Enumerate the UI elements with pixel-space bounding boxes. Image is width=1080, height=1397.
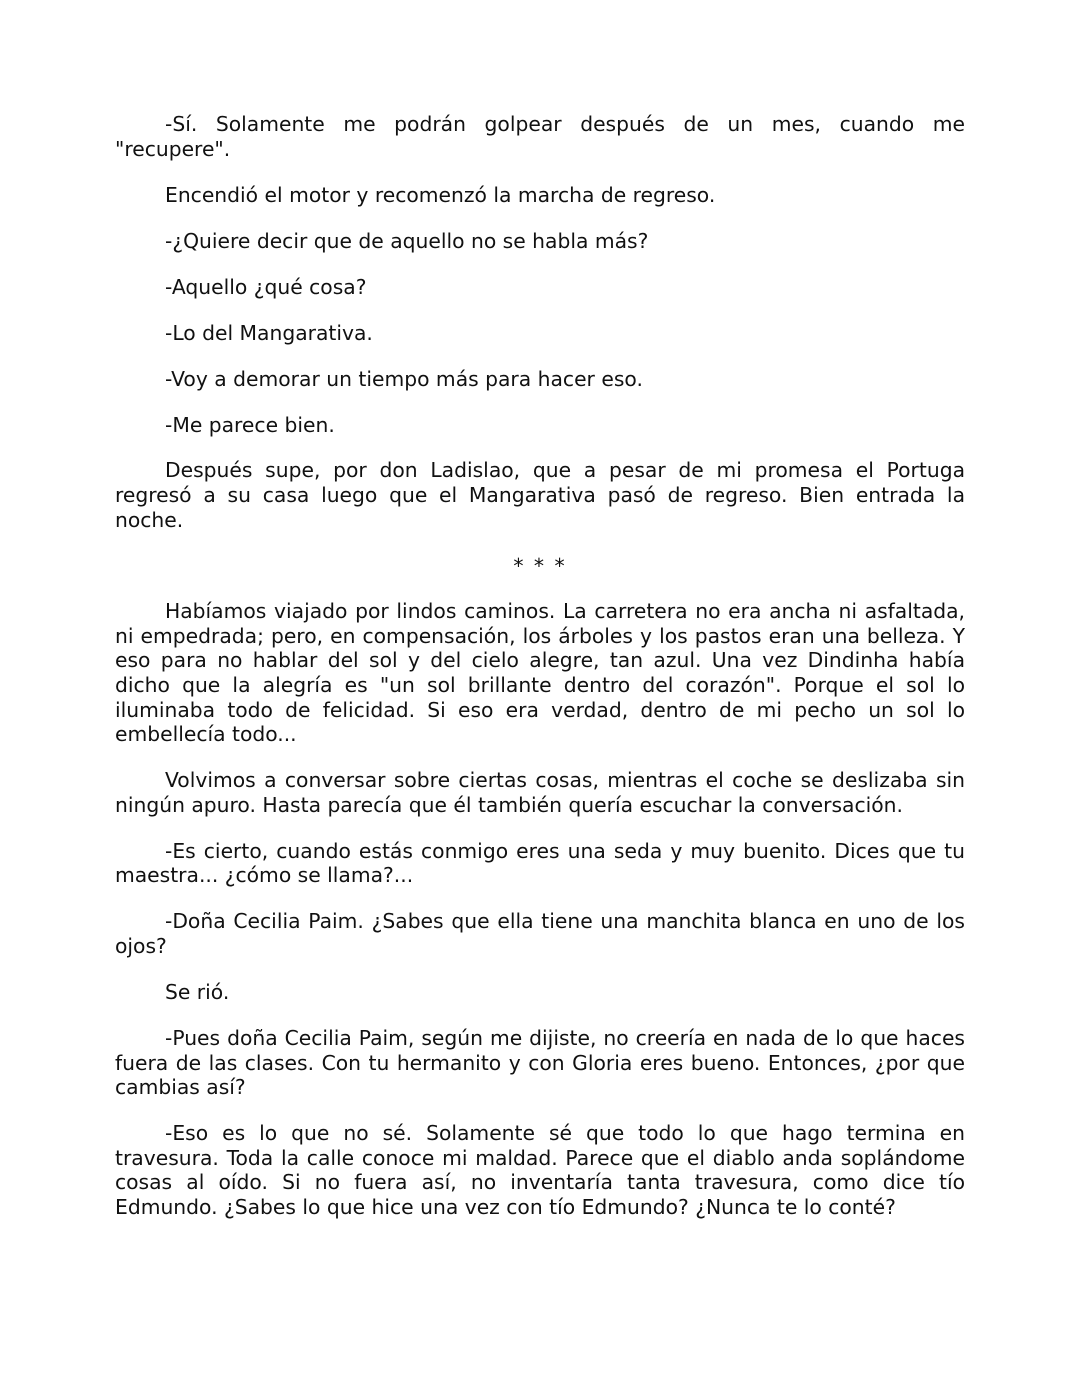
section-separator: * * *	[513, 553, 567, 578]
paragraph: Volvimos a conversar sobre ciertas cosas, mientras el coche se deslizaba sin ningún apuro. Hasta parecía que él también quería escuchar la conversación.	[115, 768, 965, 817]
paragraph: -Es cierto, cuando estás conmigo eres una seda y muy buenito. Dices que tu maestra... ¿cómo se llama?...	[115, 838, 965, 888]
paragraph: -Aquello ¿qué cosa?	[165, 274, 367, 299]
paragraph: -Me parece bien.	[165, 412, 335, 437]
paragraph: Después supe, por don Ladislao, que a pesar de mi promesa el Portuga regresó a su casa luego que el Mangarativa pasó de regreso. Bien entrada la noche.	[115, 458, 965, 532]
paragraph: -Voy a demorar un tiempo más para hacer eso.	[165, 366, 643, 391]
paragraph: -Eso es lo que no sé. Solamente sé que todo lo que hago termina en travesura. Toda la calle conoce mi maldad. Parece que el diablo anda soplándome cosas al oído. Si no fuera así, no inventaría tanta travesura, como dice tío Edmundo. ¿Sabes lo que hice una vez con tío Edmundo? ¿Nunca te lo conté?	[115, 1121, 965, 1219]
paragraph: Encendió el motor y recomenzó la marcha de regreso.	[165, 182, 716, 207]
paragraph: -Lo del Mangarativa.	[165, 320, 373, 345]
paragraph: -¿Quiere decir que de aquello no se habla más?	[165, 228, 649, 253]
paragraph: Se rió.	[165, 979, 230, 1004]
paragraph: -Pues doña Cecilia Paim, según me dijiste, no creería en nada de lo que haces fuera de las clases. Con tu hermanito y con Gloria eres bueno. Entonces, ¿por que cambias así?	[115, 1025, 965, 1100]
document-page	[115, 112, 965, 1219]
paragraph: Habíamos viajado por lindos caminos. La carretera no era ancha ni asfaltada, ni empedrada; pero, en compensación, los árboles y los pastos eran una belleza. Y eso para no hablar del sol y del cielo alegre, tan azul. Una vez Dindinha había dicho que la alegría es "un sol brillante dentro del corazón". Porque el sol lo iluminaba todo de felicidad. Si eso era verdad, dentro de mi pecho un sol lo embellecía todo...	[115, 599, 965, 747]
paragraph: -Sí. Solamente me podrán golpear después de un mes, cuando me "recupere".	[115, 112, 965, 161]
paragraph: -Doña Cecilia Paim. ¿Sabes que ella tiene una manchita blanca en uno de los ojos?	[115, 909, 965, 958]
